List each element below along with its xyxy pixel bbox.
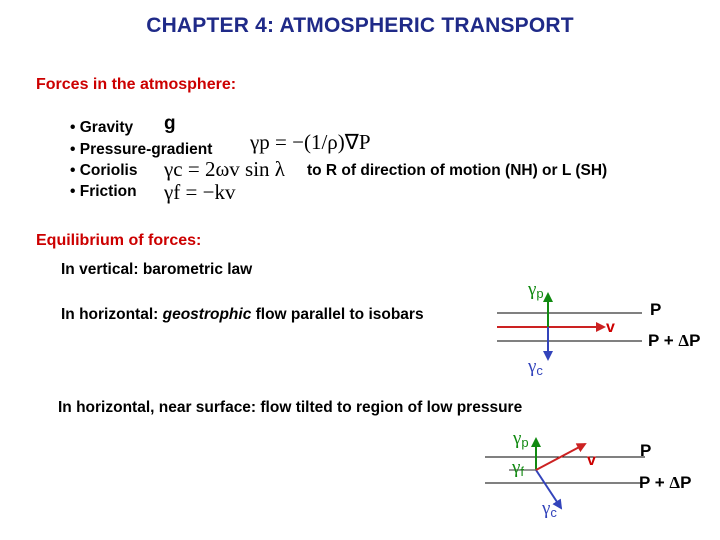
vertical-balance-text: In vertical: barometric law (61, 261, 253, 278)
equation-pressure-gradient: γp = −(1/ρ)∇P (250, 130, 371, 154)
force-item-friction: • Friction (70, 183, 137, 200)
isobar-p-label-1: P (650, 300, 662, 319)
page-title: CHAPTER 4: ATMOSPHERIC TRANSPORT (146, 14, 574, 37)
equation-gravity: g (164, 113, 176, 134)
geostrophic-term: geostrophic (162, 306, 252, 323)
gamma-p-label-1: γp (528, 279, 544, 301)
near-surface-text: In horizontal, near surface: flow tilted to region of low pressure (58, 399, 523, 416)
velocity-label-2: v (587, 452, 596, 469)
gamma-c-label-2: γc (542, 498, 557, 520)
forces-heading: Forces in the atmosphere: (36, 76, 237, 93)
isobar-p-label-2: P (640, 441, 652, 460)
force-item-gravity: • Gravity (70, 119, 134, 136)
velocity-label-1: v (606, 319, 615, 336)
equilibrium-heading: Equilibrium of forces: (36, 232, 202, 249)
gamma-c-label-1: γc (528, 356, 543, 378)
gamma-p-label-2: γp (513, 428, 529, 450)
isobar-p-dp-label-2: P + ΔP (639, 473, 692, 492)
equation-friction: γf = −kv (164, 180, 236, 204)
gamma-f-label-2: γf (512, 457, 525, 479)
force-item-coriolis: • Coriolis (70, 162, 138, 179)
equation-coriolis: γc = 2ωv sin λ (164, 157, 285, 181)
coriolis-note: to R of direction of motion (NH) or L (SH) (307, 162, 608, 179)
isobar-p-dp-label-1: P + ΔP (648, 331, 701, 350)
horizontal-balance-text: In horizontal: geostrophic flow parallel to isobars (61, 306, 424, 323)
force-item-pressure-gradient: • Pressure-gradient (70, 141, 213, 158)
